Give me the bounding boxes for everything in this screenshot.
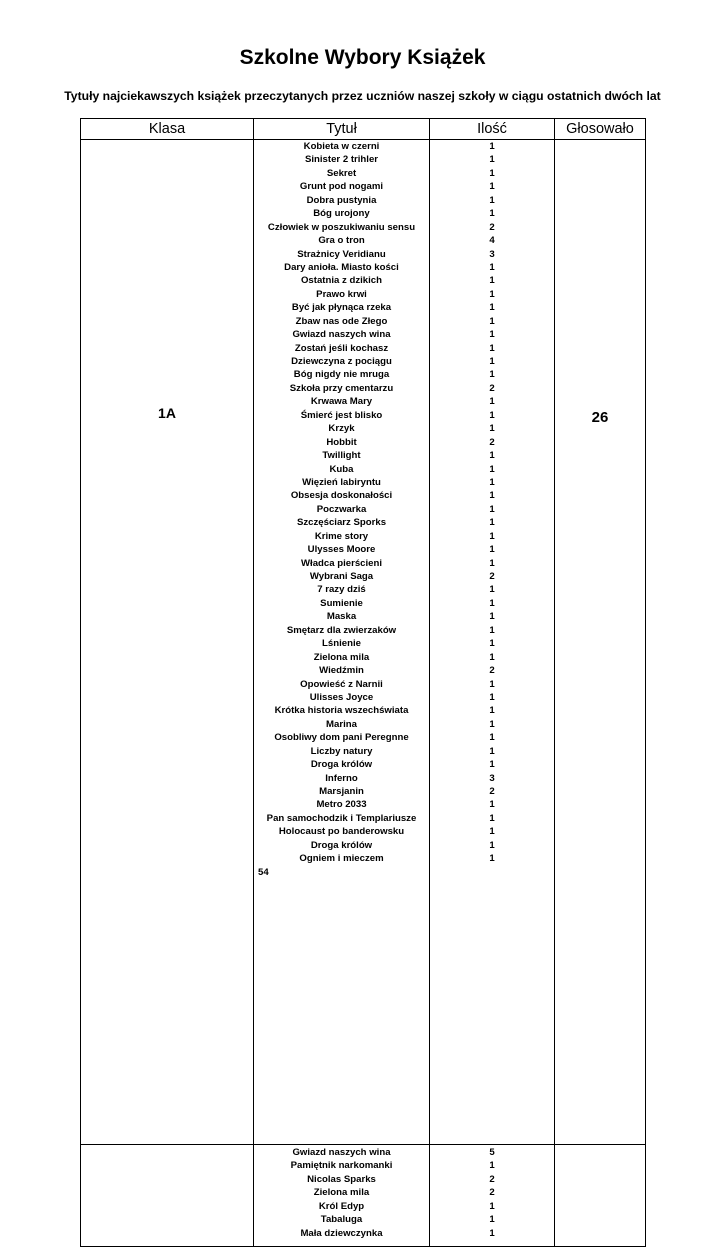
glosowalo-cell: 26 (555, 140, 646, 1145)
book-title: Więzień labiryntu (302, 476, 381, 488)
klasa-cell (81, 1145, 254, 1247)
book-count: 4 (489, 235, 495, 247)
book-count: 2 (489, 571, 495, 582)
book-count: 2 (489, 221, 495, 233)
book-count: 1 (489, 597, 495, 609)
book-title: Szkoła przy cmentarzu (289, 382, 394, 394)
book-title: Bóg urojony (313, 208, 370, 220)
book-count: 1 (489, 1227, 495, 1239)
book-title: Mała dziewczynka (300, 1227, 383, 1239)
book-title: Inferno (325, 772, 358, 784)
book-count: 1 (489, 409, 495, 421)
book-count: 1 (489, 1200, 495, 1212)
book-title: Gwiazd naszych wina (292, 1147, 391, 1158)
book-title: Marsjanin (319, 786, 364, 797)
book-title: Maska (326, 611, 357, 623)
book-title: Zostań jeśli kochasz (294, 342, 389, 354)
book-title: Krótka historia wszechświata (274, 705, 409, 717)
book-count: 1 (489, 329, 495, 341)
book-count: 2 (489, 665, 495, 677)
book-count: 1 (489, 517, 495, 529)
book-count: 1 (489, 799, 495, 811)
book-count: 2 (489, 1173, 495, 1185)
page-title: Szkolne Wybory Książek (239, 46, 486, 69)
book-count: 1 (489, 302, 495, 314)
book-title: Pan samochodzik i Templariusze (266, 812, 417, 824)
book-count: 1 (489, 557, 495, 569)
book-title: Wybrani Saga (309, 571, 374, 582)
book-count: 1 (489, 167, 495, 179)
counts-list (430, 1146, 554, 1240)
book-title: Zielona mila (313, 651, 370, 663)
book-count: 1 (489, 463, 495, 475)
titles-list (254, 1146, 429, 1240)
book-count: 1 (489, 745, 495, 757)
book-title: Liczby natury (310, 745, 373, 757)
book-count: 1 (489, 288, 495, 300)
book-title: Władca pierścieni (300, 557, 383, 569)
book-count: 1 (489, 638, 495, 650)
book-title: Droga królów (310, 759, 373, 771)
book-title: Strażnicy Veridianu (297, 248, 386, 260)
book-title: Tabaluga (320, 1214, 363, 1226)
book-count: 1 (489, 503, 495, 515)
book-count: 1 (489, 812, 495, 824)
book-title: Sumienie (320, 597, 363, 609)
book-title: Prawo krwi (316, 288, 367, 300)
book-title: 7 razy dziś (317, 584, 366, 596)
book-count: 1 (489, 423, 495, 435)
book-title: Grunt pod nogami (299, 181, 384, 193)
book-count: 5 (489, 1147, 495, 1158)
book-count: 3 (489, 248, 495, 260)
book-count: 1 (489, 275, 495, 287)
page-subtitle: Tytuły najciekawszych książek przeczytanych przez uczniów naszej szkoły w ciągu ostatnich dwóch lat (64, 89, 661, 103)
book-count: 1 (489, 450, 495, 462)
book-title: Obsesja doskonałości (290, 490, 393, 502)
book-title: Ulisses Joyce (309, 691, 374, 703)
book-title: Hobbit (326, 436, 357, 448)
book-count: 1 (489, 530, 495, 542)
book-title: Król Edyp (318, 1200, 365, 1212)
glosowalo-cell (555, 1145, 646, 1247)
book-title: Krwawa Mary (310, 396, 373, 408)
class-group-row (81, 140, 646, 1145)
book-count: 1 (489, 826, 495, 838)
book-title: Ulysses Moore (307, 544, 376, 556)
book-count: 1 (489, 691, 495, 703)
book-count: 1 (489, 490, 495, 502)
book-count: 1 (489, 624, 495, 636)
book-count: 1 (489, 1160, 495, 1172)
book-title: Dobra pustynia (306, 194, 377, 206)
book-title: Człowiek w poszukiwaniu sensu (267, 221, 416, 233)
book-title: Zbaw nas ode Złego (295, 315, 388, 327)
book-title: Gra o tron (318, 235, 365, 247)
book-title: Sekret (326, 167, 357, 179)
book-title: Być jak płynąca rzeka (291, 302, 392, 314)
counts-cell (430, 1145, 555, 1247)
book-title: Gwiazd naszych wina (292, 329, 391, 341)
book-count: 1 (489, 194, 495, 206)
book-title: Śmierć jest blisko (300, 409, 383, 421)
book-title: Ogniem i mieczem (299, 853, 384, 865)
book-count: 1 (489, 759, 495, 771)
book-count: 1 (489, 396, 495, 408)
book-title: Dary anioła. Miasto kości (284, 261, 399, 273)
book-title: Krime story (314, 530, 369, 542)
book-count: 1 (489, 853, 495, 865)
book-count: 1 (489, 651, 495, 663)
book-title: Osobliwy dom pani Peregnne (274, 732, 409, 744)
book-count: 1 (489, 342, 495, 354)
book-count: 2 (489, 382, 495, 394)
titles-cell (254, 1145, 430, 1247)
book-count: 1 (489, 181, 495, 193)
table-header-row (81, 119, 646, 140)
book-count: 1 (489, 584, 495, 596)
header-klasa: Klasa (81, 119, 254, 140)
book-title: Smętarz dla zwierzaków (286, 624, 397, 636)
header-tytul: Tytuł (254, 119, 430, 140)
book-count: 3 (489, 772, 495, 784)
book-title: Opowieść z Narnii (300, 678, 383, 690)
book-count: 1 (489, 732, 495, 744)
book-count: 1 (489, 141, 495, 152)
book-count: 1 (489, 369, 495, 381)
book-title: Nicolas Sparks (307, 1173, 376, 1185)
book-count: 1 (489, 1214, 495, 1226)
class-group-row (81, 1145, 646, 1247)
book-title: Marina (326, 718, 357, 730)
book-title: Zielona mila (313, 1187, 370, 1199)
book-count: 1 (489, 261, 495, 273)
book-count: 1 (489, 356, 495, 367)
header-glosowalo: Głosowało (555, 119, 646, 140)
book-count: 1 (489, 208, 495, 220)
book-count: 1 (489, 705, 495, 717)
book-count: 1 (489, 315, 495, 327)
book-count: 2 (489, 436, 495, 448)
book-count: 2 (489, 1187, 495, 1199)
book-title: Szczęściarz Sporks (296, 517, 387, 529)
book-count: 1 (489, 678, 495, 690)
titles-list (254, 140, 429, 866)
book-title: Krzyk (328, 423, 355, 435)
header-ilosc: Ilość (430, 119, 555, 140)
book-count: 1 (489, 476, 495, 488)
book-title: Metro 2033 (316, 799, 367, 811)
titles-cell (254, 140, 430, 1145)
book-count: 2 (489, 786, 495, 797)
counts-cell (430, 140, 555, 1145)
book-title: Dziewczyna z pociągu (291, 356, 392, 367)
book-title: Sinister 2 trihler (304, 154, 379, 166)
book-title: Twillight (322, 450, 361, 462)
book-title: Kobieta w czerni (303, 141, 380, 152)
titles-count: 54 (258, 866, 269, 878)
counts-list (430, 140, 554, 866)
book-count: 1 (489, 839, 495, 851)
book-count: 1 (489, 544, 495, 556)
klasa-cell: 1A (81, 140, 254, 1145)
book-title: Kuba (329, 463, 354, 475)
book-title: Ostatnia z dzikich (300, 275, 383, 287)
book-title: Lśnienie (322, 638, 361, 650)
book-count: 1 (489, 718, 495, 730)
book-title: Bóg nigdy nie mruga (293, 369, 390, 381)
book-title: Wiedźmin (319, 665, 364, 677)
book-title: Pamiętnik narkomanki (290, 1160, 393, 1172)
book-title: Holocaust po banderowsku (278, 826, 405, 838)
books-table (80, 118, 646, 1247)
book-title: Droga królów (310, 839, 373, 851)
book-count: 1 (489, 611, 495, 623)
book-count: 1 (489, 154, 495, 166)
book-title: Poczwarka (316, 503, 367, 515)
